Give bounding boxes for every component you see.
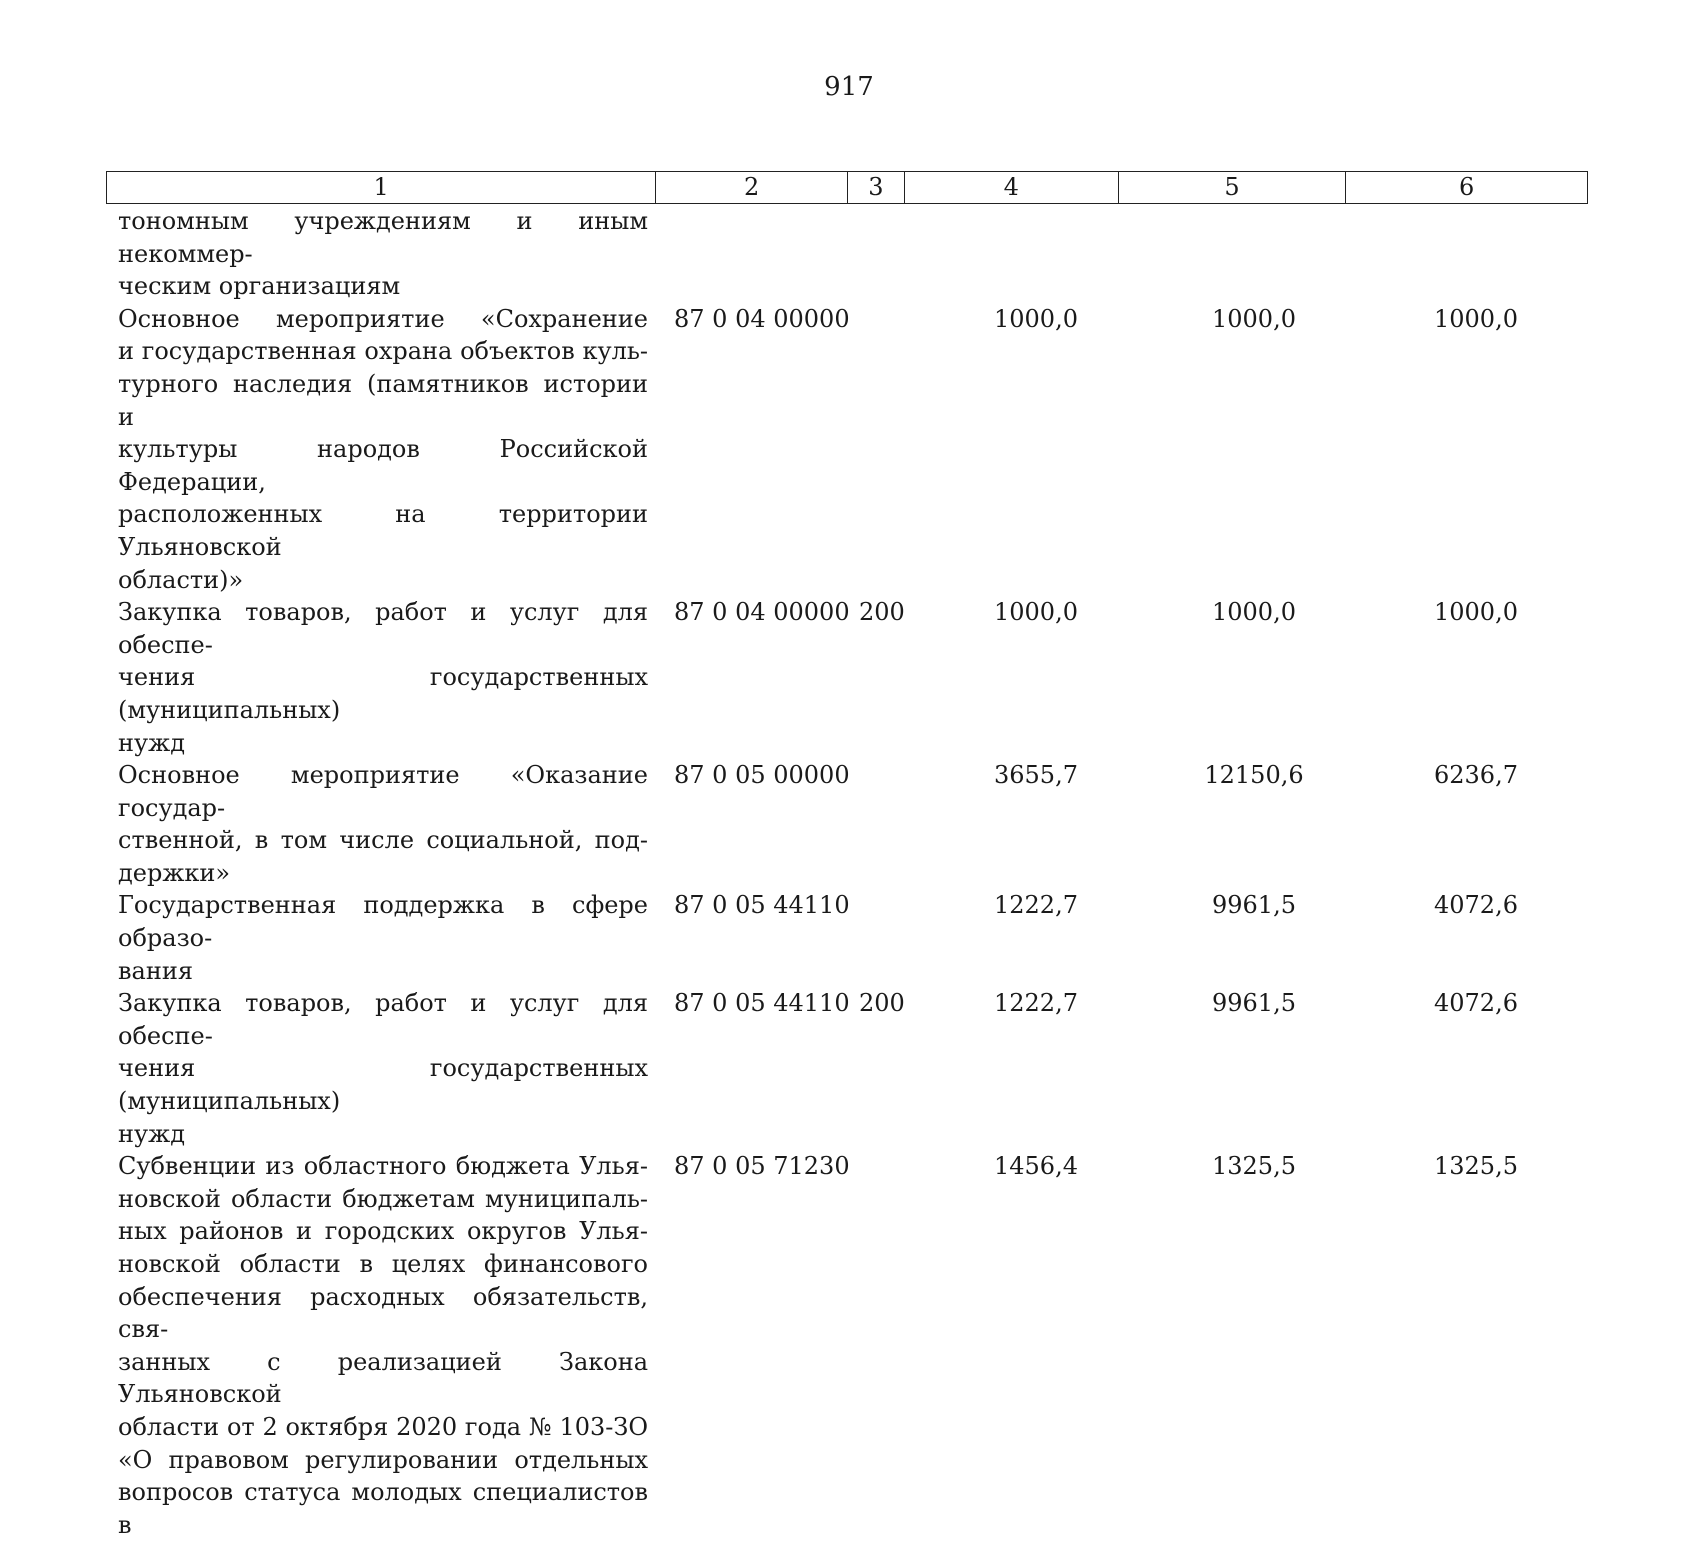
header-col-2: 2 xyxy=(656,172,848,203)
description-line: области)» xyxy=(118,565,244,594)
header-col-5: 5 xyxy=(1119,172,1347,203)
row-code: 87 0 04 00000 xyxy=(674,598,850,627)
description-line: Закупка товаров, работ и услуг для обеспе- xyxy=(118,989,648,1050)
row-value-col6: 4072,6 xyxy=(1434,891,1518,920)
row-code: 87 0 05 00000 xyxy=(674,761,850,790)
row-description xyxy=(118,205,648,303)
description-line: вопросов статуса молодых специалистов в xyxy=(118,1478,648,1539)
description-line: Основное мероприятие «Оказание государ- xyxy=(118,761,648,822)
row-expense-type: 200 xyxy=(859,598,905,627)
description-line: расположенных на территории Ульяновской xyxy=(118,500,648,561)
row-value-col4: 1222,7 xyxy=(994,891,1078,920)
header-col-3: 3 xyxy=(848,172,905,203)
row-value-col5: 9961,5 xyxy=(1212,891,1296,920)
description-line: новской области в целях финансового xyxy=(118,1250,648,1278)
header-col-1: 1 xyxy=(107,172,656,203)
table-row xyxy=(118,1150,1588,1541)
row-code: 87 0 05 44110 xyxy=(674,989,850,1018)
row-code: 87 0 05 71230 xyxy=(674,1152,850,1181)
row-description xyxy=(118,759,648,889)
description-line: занных с реализацией Закона Ульяновской xyxy=(118,1347,648,1409)
row-value-col6: 4072,6 xyxy=(1434,989,1518,1018)
row-expense-type: 200 xyxy=(859,989,905,1018)
row-code: 87 0 04 00000 xyxy=(674,304,850,333)
description-line: тономным учреждениям и иным некоммер- xyxy=(118,207,648,268)
description-line: ческим организациям xyxy=(118,272,401,301)
row-value-col4: 1000,0 xyxy=(994,598,1078,627)
row-value-col4: 1222,7 xyxy=(994,989,1078,1018)
row-description xyxy=(118,596,648,759)
table-body xyxy=(118,205,1588,1541)
description-line: чения государственных (муниципальных) xyxy=(118,1054,648,1116)
description-line: нужд xyxy=(118,728,185,757)
row-value-col4: 1456,4 xyxy=(994,1152,1078,1181)
table-row xyxy=(118,987,1588,1150)
table-header xyxy=(106,171,1588,204)
table-row xyxy=(118,889,1588,987)
description-line: ственной, в том числе социальной, под- xyxy=(118,826,648,855)
description-line: держки» xyxy=(118,858,231,887)
description-line: области от 2 октября 2020 года № 103-ЗО xyxy=(118,1412,648,1441)
table-row xyxy=(118,205,1588,303)
description-line: Государственная поддержка в сфере образо- xyxy=(118,891,648,953)
description-line: вания xyxy=(118,956,193,985)
row-description xyxy=(118,889,648,987)
description-line: нужд xyxy=(118,1119,185,1148)
row-description xyxy=(118,987,648,1150)
header-col-4: 4 xyxy=(905,172,1119,203)
table-row xyxy=(118,759,1588,889)
row-value-col4: 1000,0 xyxy=(994,304,1078,333)
description-line: чения государственных (муниципальных) xyxy=(118,663,648,724)
description-line: Основное мероприятие «Сохранение xyxy=(118,304,648,333)
row-value-col5: 12150,6 xyxy=(1204,761,1304,790)
page-number: 917 xyxy=(824,72,874,102)
table-row xyxy=(118,303,1588,596)
description-line: турного наследия (памятников истории и xyxy=(118,369,648,431)
row-value-col5: 1325,5 xyxy=(1212,1152,1296,1181)
row-description xyxy=(118,1150,648,1541)
row-value-col4: 3655,7 xyxy=(994,761,1078,790)
row-value-col6: 6236,7 xyxy=(1434,761,1518,790)
row-value-col5: 1000,0 xyxy=(1212,598,1296,627)
description-line: Закупка товаров, работ и услуг для обеспе- xyxy=(118,598,648,659)
description-line: ных районов и городских округов Улья- xyxy=(118,1217,648,1246)
row-value-col5: 1000,0 xyxy=(1212,304,1296,333)
row-value-col5: 9961,5 xyxy=(1212,989,1296,1018)
table-row xyxy=(118,596,1588,759)
row-value-col6: 1000,0 xyxy=(1434,598,1518,627)
description-line: и государственная охрана объектов куль- xyxy=(118,337,648,366)
row-value-col6: 1325,5 xyxy=(1434,1152,1518,1181)
description-line: культуры народов Российской Федерации, xyxy=(118,435,648,496)
row-code: 87 0 05 44110 xyxy=(674,891,850,920)
row-description xyxy=(118,303,648,596)
description-line: Субвенции из областного бюджета Улья- xyxy=(118,1152,648,1181)
description-line: новской области бюджетам муниципаль- xyxy=(118,1184,648,1213)
description-line: «О правовом регулировании отдельных xyxy=(118,1445,648,1474)
header-col-6: 6 xyxy=(1459,173,1475,201)
row-value-col6: 1000,0 xyxy=(1434,304,1518,333)
description-line: обеспечения расходных обязательств, свя- xyxy=(118,1282,648,1344)
